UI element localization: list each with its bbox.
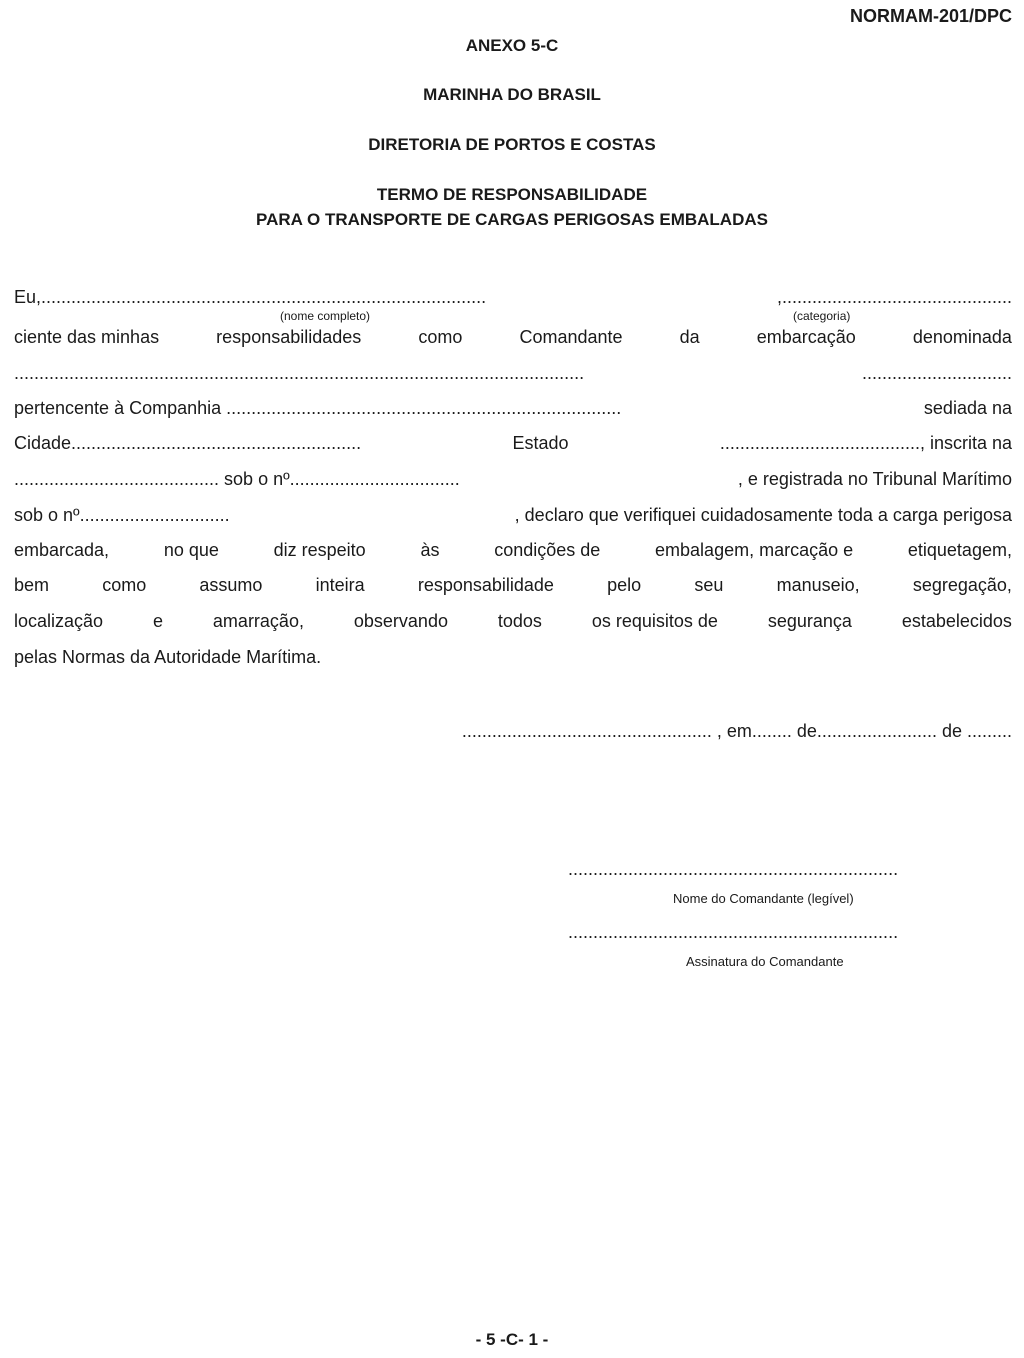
name-hint: (nome completo) (280, 309, 371, 323)
directorate-title: DIRETORIA DE PORTOS E COSTAS (368, 135, 656, 154)
date-line: .................................................. , em........ de........................ de ......... (461, 721, 1012, 741)
word: embarcada, (14, 540, 110, 560)
word: segregação, (912, 575, 1012, 595)
word: assumo (199, 575, 263, 595)
word: estabelecidos (901, 611, 1012, 631)
page-number: - 5 -C- 1 - (475, 1330, 549, 1349)
text: , declaro que verifiquei cuidadosamente toda a carga perigosa (514, 505, 1012, 525)
word: localização (14, 611, 104, 631)
body-line-10 (14, 610, 1012, 632)
commander-name-line: .................................................................. (568, 859, 899, 879)
category-hint: (categoria) (793, 309, 851, 323)
body-line-7 (14, 504, 1012, 526)
word: Comandante (519, 327, 623, 347)
commander-signature-line: .................................................................. (568, 922, 899, 942)
word: diz respeito (273, 540, 366, 560)
word: segurança (767, 611, 852, 631)
word: os requisitos de (591, 611, 718, 631)
word: manuseio, (776, 575, 860, 595)
body-line-9 (14, 574, 1012, 596)
word: todos (497, 611, 542, 631)
organization-title: MARINHA DO BRASIL (423, 85, 601, 104)
city-fill-field: Cidade.......................................................... (14, 433, 362, 453)
word: sediada na (923, 398, 1012, 418)
form-title-line2: PARA O TRANSPORTE DE CARGAS PERIGOSAS EMBALADAS (256, 210, 768, 229)
commander-name-label: Nome do Comandante (legível) (673, 891, 854, 906)
tribunal-number-fill-field: sob o nº.............................. (14, 505, 230, 525)
company-fill-field: pertencente à Companhia ............................................................................... (14, 398, 622, 418)
word: seu (694, 575, 724, 595)
body-line-1 (14, 286, 1012, 308)
word: bem (14, 575, 50, 595)
word: embarcação (756, 327, 856, 347)
commander-signature-label: Assinatura do Comandante (686, 954, 844, 969)
word: pelo (607, 575, 642, 595)
category-fill-field: ,.............................................. (776, 287, 1012, 307)
word: denominada (912, 327, 1012, 347)
word: como (102, 575, 147, 595)
word: da (679, 327, 700, 347)
word: inteira (315, 575, 365, 595)
body-line-3 (14, 362, 1012, 384)
word: ciente das minhas (14, 327, 160, 347)
word: no que (163, 540, 219, 560)
text: , e registrada no Tribunal Marítimo (737, 469, 1012, 489)
word: e (152, 611, 163, 631)
word: responsabilidades (216, 327, 362, 347)
word: embalagem, marcação e (655, 540, 854, 560)
word: às (420, 540, 440, 560)
word: condições de (494, 540, 601, 560)
annex-title: ANEXO 5-C (465, 36, 559, 55)
state-fill-field: ........................................, inscrita na (719, 433, 1012, 453)
vessel-extra-fill-field: .............................. (861, 363, 1012, 383)
body-line-4 (14, 397, 1012, 419)
registry-fill-field: ......................................... sob o nº.................................. (14, 469, 460, 489)
body-line-5 (14, 432, 1012, 454)
form-title-line1: TERMO DE RESPONSABILIDADE (376, 185, 648, 204)
word: como (418, 327, 463, 347)
vessel-fill-field: .................................................................................................................. (14, 363, 585, 383)
body-line-2 (14, 326, 1012, 348)
body-line-6 (14, 468, 1012, 490)
word: observando (353, 611, 448, 631)
word: amarração, (212, 611, 304, 631)
body-line-11: pelas Normas da Autoridade Marítima. (14, 647, 322, 667)
document-code: NORMAM-201/DPC (849, 6, 1012, 26)
word: responsabilidade (417, 575, 554, 595)
name-fill-field: Eu,......................................................................................... (14, 287, 487, 307)
body-line-8 (14, 539, 1012, 561)
word: Estado (512, 433, 569, 453)
word: etiquetagem, (907, 540, 1012, 560)
